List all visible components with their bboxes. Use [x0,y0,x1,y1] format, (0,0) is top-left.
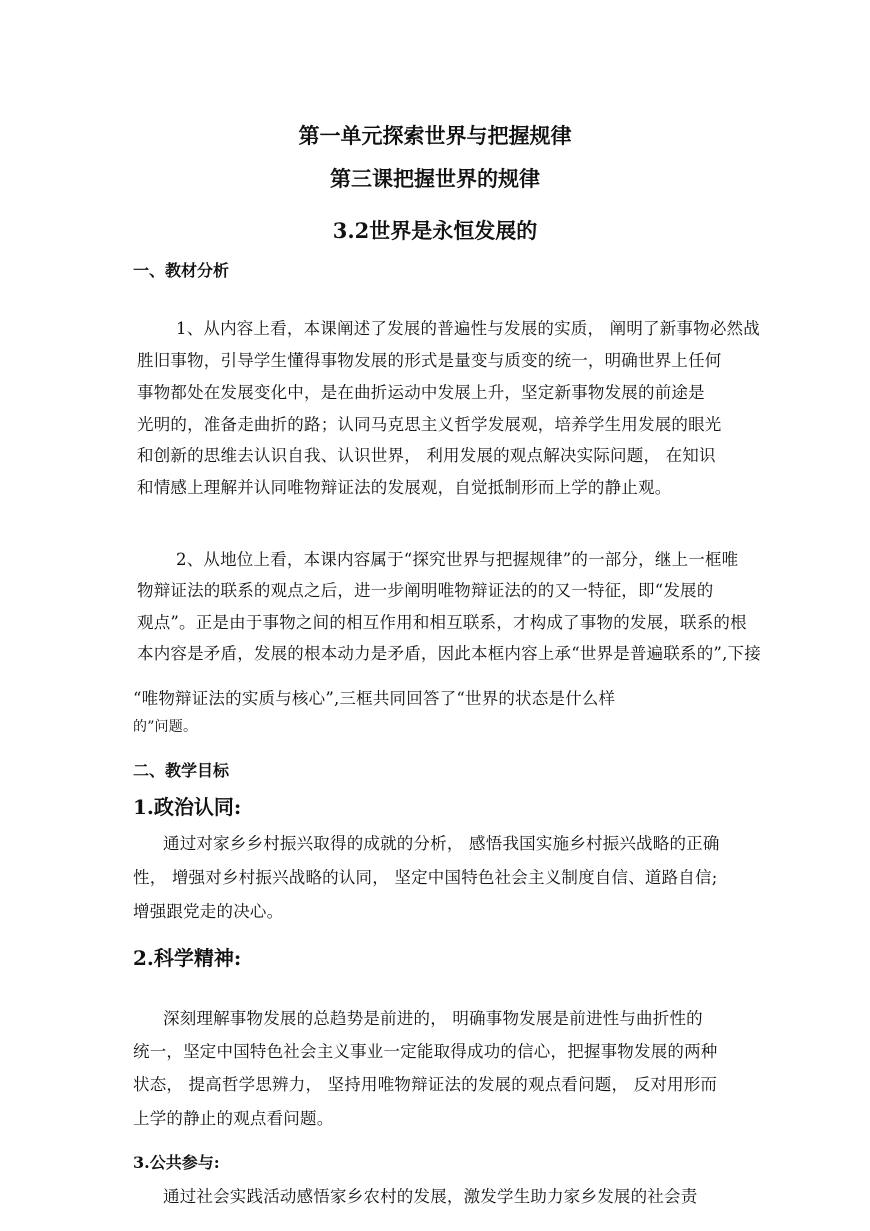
goal3-line: 通过社会实践活动感悟家乡农村的发展，激发学生助力家乡发展的社会责 [163,1187,698,1206]
goal3-heading: 3.公共参与: [133,1153,220,1172]
goal1-line: 通过对家乡乡村振兴取得的成就的分析， 感悟我国实施乡村振兴战略的正确 [163,834,720,853]
analysis-p2-line: 物辩证法的联系的观点之后，进一步阐明唯物辩证法的的又一特征，即“发展的 [137,581,714,600]
heading-goals: 二、教学目标 [133,761,230,780]
analysis-p1-line: 和创新的思维去认识自我、认识世界， 利用发展的观点解决实际问题， 在知识 [137,446,716,465]
analysis-p2-line: 观点”。正是由于事物之间的相互作用和相互联系，才构成了事物的发展，联系的根 [137,613,747,632]
analysis-p1-line: 和情感上理解并认同唯物辩证法的发展观，自觉抵制形而上学的静止观。 [137,478,672,497]
analysis-p2-line: “唯物辩证法的实质与核心”,三框共同回答了“世界的状态是什么样 [133,689,616,708]
analysis-p1-line: 胜旧事物，引导学生懂得事物发展的形式是量变与质变的统一，明确世界上任何 [137,351,722,370]
section-title: 3.2世界是永恒发展的 [332,218,538,243]
goal1-line: 增强跟党走的决心。 [133,902,284,921]
goal2-line: 上学的静止的观点看问题。 [133,1109,334,1128]
analysis-p2-tail: 的”问题。 [133,719,198,735]
analysis-p2-line: 本内容是矛盾，发展的根本动力是矛盾，因此本框内容上承“世界是普遍联系的”,下接 [137,644,761,663]
goal2-line: 状态， 提高哲学思辨力， 坚持用唯物辩证法的发展的观点看问题， 反对用形而 [133,1075,718,1094]
goal2-line: 深刻理解事物发展的总趋势是前进的， 明确事物发展是前进性与曲折性的 [163,1009,703,1028]
goal2-heading: 2.科学精神: [133,946,242,970]
goal1-line: 性， 增强对乡村振兴战略的认同， 坚定中国特色社会主义制度自信、道路自信; [133,868,718,887]
heading-analysis: 一、教材分析 [133,261,230,280]
analysis-p1-line: 事物都处在发展变化中，是在曲折运动中发展上升，坚定新事物发展的前途是 [137,383,705,402]
analysis-p2-line: 2、从地位上看，本课内容属于“探究世界与把握规律”的一部分，继上一框唯 [176,550,739,569]
analysis-p1-line: 1、从内容上看，本课阐述了发展的普遍性与发展的实质， 阐明了新事物必然战 [176,319,760,338]
goal2-line: 统一，坚定中国特色社会主义事业一定能取得成功的信心，把握事物发展的两种 [133,1042,718,1061]
unit-title: 第一单元探索世界与把握规律 [298,123,572,148]
goal1-heading: 1.政治认同: [133,795,242,819]
lesson-title: 第三课把握世界的规律 [330,166,540,191]
analysis-p1-line: 光明的，准备走曲折的路；认同马克思主义哲学发展观，培养学生用发展的眼光 [137,415,722,434]
